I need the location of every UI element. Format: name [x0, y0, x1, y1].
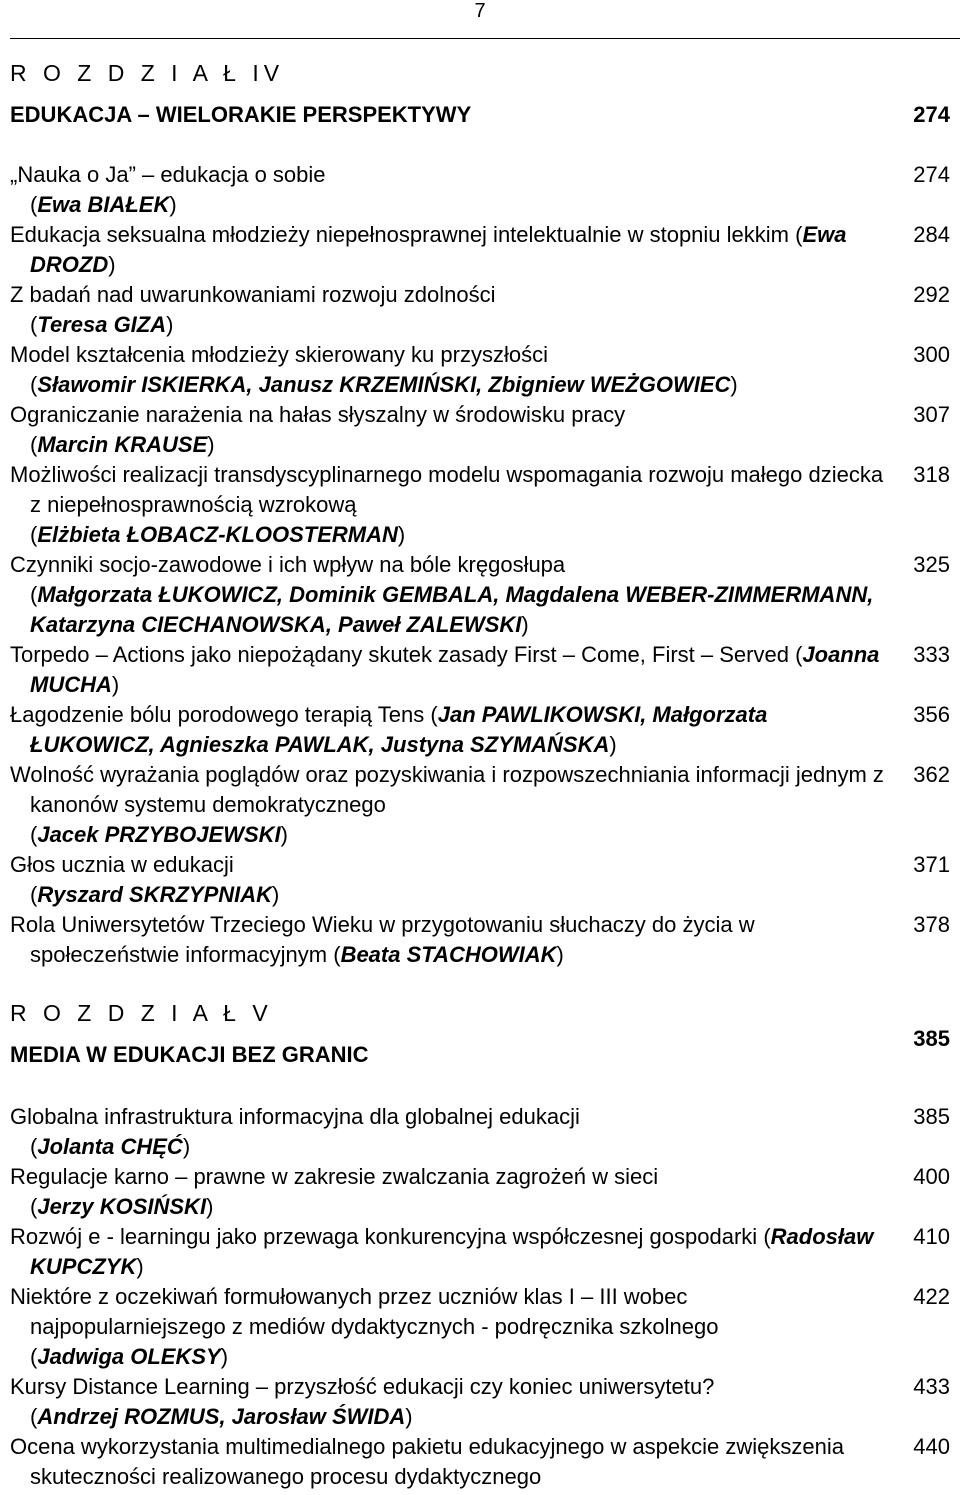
entry-page-number: 307	[913, 402, 950, 427]
entry-authors: Marcin KRAUSE	[37, 432, 208, 457]
toc-entry	[10, 1162, 950, 1222]
toc-entry	[10, 1222, 950, 1282]
entry-page-number: 410	[913, 1224, 950, 1249]
entry-title: Kursy Distance Learning – przyszłość edukacji czy koniec uniwersytetu? (Andrzej ROZMUS, Jarosław ŚWIDA)	[10, 1374, 715, 1429]
entry-authors: Jadwiga OLEKSY	[37, 1344, 221, 1369]
entry-page-number: 371	[913, 852, 950, 877]
toc-entry	[10, 760, 950, 850]
entry-title-text: Rola Uniwersytetów Trzeciego Wieku w przygotowaniu słuchaczy do życia w społeczeństwie informacyjnym	[10, 912, 755, 967]
toc-entry	[10, 160, 950, 220]
entry-authors: Sławomir ISKIERKA, Janusz KRZEMIŃSKI, Zbigniew WEŻGOWIEC	[37, 372, 731, 397]
entry-title-text: Z badań nad uwarunkowaniami rozwoju zdolności	[10, 282, 496, 307]
entry-page-number: 274	[913, 162, 950, 187]
entry-title-text: Łagodzenie bólu porodowego terapią Tens	[10, 702, 425, 727]
entry-title-text: Model kształcenia młodzieży skierowany ku przyszłości	[10, 342, 548, 367]
toc-entry	[10, 1432, 950, 1492]
section-title-v: MEDIA W EDUKACJI BEZ GRANIC	[10, 1042, 369, 1067]
entry-title-text: Możliwości realizacji transdyscyplinarnego modelu wspomagania rozwoju małego dziecka z niepełnosprawnością wzrokową	[10, 462, 884, 517]
entry-title: Niektóre z oczekiwań formułowanych przez uczniów klas I – III wobec najpopularniejszego z mediów dydaktycznych - podręcznika szkolnego (Jadwiga OLEKSY)	[10, 1284, 719, 1369]
entry-title: Wolność wyrażania poglądów oraz pozyskiwania i rozpowszechniania informacji jednym z kanonów systemu demokratycznego (Jacek PRZYBOJEWSKI)	[10, 762, 884, 847]
entry-authors: Beata STACHOWIAK	[340, 942, 557, 967]
entry-title: Torpedo – Actions jako niepożądany skutek zasady First – Come, First – Served (Joanna MUCHA)	[10, 642, 880, 697]
entry-authors: Małgorzata ŁUKOWICZ, Dominik GEMBALA, Magdalena WEBER-ZIMMERMANN, Katarzyna CIECHANOWSKA, Paweł ZALEWSKI	[30, 582, 874, 637]
entry-page-number: 440	[913, 1434, 950, 1459]
entry-authors: Jan PAWLIKOWSKI, Małgorzata ŁUKOWICZ, Agnieszka PAWLAK, Justyna SZYMAŃSKA	[30, 702, 768, 757]
entry-page-number: 333	[913, 642, 950, 667]
entry-title	[10, 1432, 885, 1492]
toc-entry	[10, 850, 950, 910]
section-title-iv: EDUKACJA – WIELORAKIE PERSPEKTYWY	[10, 102, 472, 127]
toc-entry	[10, 700, 950, 760]
entry-authors: Jacek PRZYBOJEWSKI	[37, 822, 281, 847]
entry-page-number: 356	[913, 702, 950, 727]
entry-page-number: 433	[913, 1374, 950, 1399]
entry-title: Czynniki socjo-zawodowe i ich wpływ na bóle kręgosłupa (Małgorzata ŁUKOWICZ, Dominik GEMBALA, Magdalena WEBER-ZIMMERMANN, Katarzyna CIECHANOWSKA, Paweł ZALEWSKI)	[10, 552, 874, 637]
toc-entry	[10, 640, 950, 700]
section-page-iv: 274	[913, 102, 950, 127]
entry-page-number: 284	[913, 222, 950, 247]
entry-title: Ograniczanie narażenia na hałas słyszalny w środowisku pracy (Marcin KRAUSE)	[10, 402, 626, 457]
entry-title: „Nauka o Ja” – edukacja o sobie (Ewa BIAŁEK)	[10, 162, 326, 217]
toc-entry	[10, 460, 950, 550]
entry-title-text: Wolność wyrażania poglądów oraz pozyskiwania i rozpowszechniania informacji jednym z kanonów systemu demokratycznego	[10, 762, 884, 817]
entry-title: Rozwój e - learningu jako przewaga konkurencyjna współczesnej gospodarki (Radosław KUPCZYK)	[10, 1224, 874, 1279]
entry-title-text: Ocena wykorzystania multimedialnego pakietu edukacyjnego w aspekcie zwiększenia skuteczności realizowanego procesu dydaktycznego	[10, 1434, 844, 1489]
entry-authors: Ewa BIAŁEK	[37, 192, 170, 217]
entry-title: Model kształcenia młodzieży skierowany ku przyszłości (Sławomir ISKIERKA, Janusz KRZEMIŃSKI, Zbigniew WEŻGOWIEC)	[10, 342, 738, 397]
entry-title-text: „Nauka o Ja” – edukacja o sobie	[10, 162, 326, 187]
entry-page-number: 385	[913, 1104, 950, 1129]
entry-title: Możliwości realizacji transdyscyplinarnego modelu wspomagania rozwoju małego dziecka z niepełnosprawnością wzrokową (Elżbieta ŁOBACZ-KLOOSTERMAN)	[10, 462, 884, 547]
chapter-heading-v: R O Z D Z I A Ł V	[10, 1000, 273, 1026]
entry-page-number: 292	[913, 282, 950, 307]
entry-page-number: 325	[913, 552, 950, 577]
entry-authors: Teresa GIZA	[37, 312, 167, 337]
entry-title: Łagodzenie bólu porodowego terapią Tens (Jan PAWLIKOWSKI, Małgorzata ŁUKOWICZ, Agnieszka PAWLAK, Justyna SZYMAŃSKA)	[10, 702, 768, 757]
toc-entry	[10, 340, 950, 400]
entry-authors: Andrzej ROZMUS, Jarosław ŚWIDA	[37, 1404, 406, 1429]
entry-title-text: Niektóre z oczekiwań formułowanych przez uczniów klas I – III wobec najpopularniejszego z mediów dydaktycznych - podręcznika szkolnego	[10, 1284, 719, 1339]
section-page-v: 385	[913, 1026, 950, 1051]
toc-entry	[10, 1282, 950, 1372]
entry-title-text: Rozwój e - learningu jako przewaga konkurencyjna współczesnej gospodarki	[10, 1224, 758, 1249]
entry-title-text: Edukacja seksualna młodzieży niepełnosprawnej intelektualnie w stopniu lekkim	[10, 222, 789, 247]
entry-title: Rola Uniwersytetów Trzeciego Wieku w przygotowaniu słuchaczy do życia w społeczeństwie informacyjnym (Beata STACHOWIAK)	[10, 912, 755, 967]
entry-authors: Radosław KUPCZYK	[30, 1224, 874, 1279]
entry-authors: Ryszard SKRZYPNIAK	[37, 882, 273, 907]
toc-entry	[10, 1372, 950, 1432]
entry-title-text: Torpedo – Actions jako niepożądany skutek zasady First – Come, First – Served	[10, 642, 789, 667]
toc-entry	[10, 910, 950, 970]
entry-title-text: Globalna infrastruktura informacyjna dla globalnej edukacji	[10, 1104, 580, 1129]
entry-page-number: 422	[913, 1284, 950, 1309]
page-number: 7	[474, 0, 486, 22]
entry-title: Globalna infrastruktura informacyjna dla globalnej edukacji (Jolanta CHĘĆ)	[10, 1104, 580, 1159]
entry-title-text: Regulacje karno – prawne w zakresie zwalczania zagrożeń w sieci	[10, 1164, 659, 1189]
entry-authors: Elżbieta ŁOBACZ-KLOOSTERMAN	[37, 522, 398, 547]
entry-authors: Joanna MUCHA	[30, 642, 880, 697]
chapter-heading-iv: R O Z D Z I A Ł IV	[10, 60, 285, 86]
entry-title-text: Głos ucznia w edukacji	[10, 852, 234, 877]
entry-title-text: Ograniczanie narażenia na hałas słyszalny w środowisku pracy	[10, 402, 626, 427]
entry-page-number: 362	[913, 762, 950, 787]
toc-entry	[10, 550, 950, 640]
entry-title: Z badań nad uwarunkowaniami rozwoju zdolności (Teresa GIZA)	[10, 282, 496, 337]
header-rule	[10, 38, 960, 39]
entry-authors: Ewa DROZD	[30, 222, 847, 277]
toc-entry	[10, 220, 950, 280]
entry-page-number: 300	[913, 342, 950, 367]
toc-entry	[10, 280, 950, 340]
entry-title-text: Czynniki socjo-zawodowe i ich wpływ na bóle kręgosłupa	[10, 552, 566, 577]
entry-title: Regulacje karno – prawne w zakresie zwalczania zagrożeń w sieci (Jerzy KOSIŃSKI)	[10, 1164, 659, 1219]
entry-authors: Jerzy KOSIŃSKI	[37, 1194, 207, 1219]
entry-page-number: 400	[913, 1164, 950, 1189]
entry-title: Głos ucznia w edukacji (Ryszard SKRZYPNIAK)	[10, 852, 280, 907]
entry-title: Edukacja seksualna młodzieży niepełnosprawnej intelektualnie w stopniu lekkim (Ewa DROZD)	[10, 222, 847, 277]
toc-entry	[10, 400, 950, 460]
entry-page-number: 318	[913, 462, 950, 487]
toc-entry	[10, 1102, 950, 1162]
entry-authors: Jolanta CHĘĆ	[37, 1134, 183, 1159]
entry-title-text: Kursy Distance Learning – przyszłość edukacji czy koniec uniwersytetu?	[10, 1374, 715, 1399]
entry-page-number: 378	[913, 912, 950, 937]
